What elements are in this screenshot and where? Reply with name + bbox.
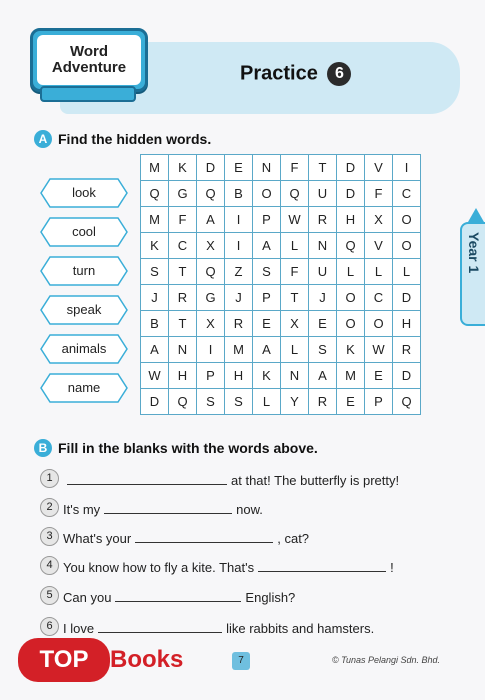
item-number: 3 <box>40 527 59 546</box>
grid-cell: D <box>337 155 365 181</box>
fill-in-item <box>40 498 263 517</box>
grid-cell: R <box>309 389 337 415</box>
fill-in-item <box>40 527 309 546</box>
grid-cell: G <box>197 285 225 311</box>
grid-row <box>141 233 421 259</box>
grid-cell: D <box>393 363 421 389</box>
grid-cell: A <box>141 337 169 363</box>
grid-cell: X <box>365 207 393 233</box>
grid-cell: H <box>337 207 365 233</box>
grid-cell: X <box>281 311 309 337</box>
grid-cell: I <box>225 207 253 233</box>
answer-blank[interactable] <box>115 600 241 602</box>
grid-row <box>141 207 421 233</box>
grid-cell: E <box>309 311 337 337</box>
grid-cell: R <box>169 285 197 311</box>
grid-cell: S <box>197 389 225 415</box>
grid-cell: T <box>169 311 197 337</box>
grid-cell: Q <box>141 181 169 207</box>
grid-cell: F <box>365 181 393 207</box>
grid-cell: O <box>393 233 421 259</box>
badge-stand <box>40 86 136 102</box>
grid-cell: N <box>169 337 197 363</box>
grid-cell: K <box>337 337 365 363</box>
section-a-heading <box>34 130 211 148</box>
word-pill <box>40 256 128 286</box>
grid-cell: I <box>393 155 421 181</box>
grid-cell: C <box>365 285 393 311</box>
grid-cell: A <box>253 233 281 259</box>
grid-cell: S <box>253 259 281 285</box>
item-text-after: now. <box>236 502 263 517</box>
grid-cell: S <box>225 389 253 415</box>
grid-cell: Q <box>281 181 309 207</box>
grid-cell: X <box>197 233 225 259</box>
grid-cell: N <box>281 363 309 389</box>
word-pill-label: look <box>72 185 96 200</box>
grid-cell: A <box>309 363 337 389</box>
item-text-after: English? <box>245 590 296 605</box>
item-text-before: I love <box>63 621 95 636</box>
grid-cell: S <box>141 259 169 285</box>
grid-cell: V <box>365 233 393 259</box>
practice-number: 6 <box>327 62 351 86</box>
grid-cell: H <box>393 311 421 337</box>
grid-cell: T <box>281 285 309 311</box>
grid-cell: V <box>365 155 393 181</box>
item-text-after: ! <box>390 560 394 575</box>
grid-cell: L <box>253 389 281 415</box>
grid-row <box>141 259 421 285</box>
grid-cell: F <box>281 259 309 285</box>
answer-blank[interactable] <box>67 483 227 485</box>
grid-cell: O <box>393 207 421 233</box>
page-title <box>240 62 351 86</box>
grid-cell: P <box>365 389 393 415</box>
copyright-text: © Tunas Pelangi Sdn. Bhd. <box>332 655 441 665</box>
grid-cell: J <box>141 285 169 311</box>
grid-cell: C <box>169 233 197 259</box>
word-adventure-badge <box>30 28 148 92</box>
item-number: 2 <box>40 498 59 517</box>
grid-cell: O <box>337 285 365 311</box>
badge-line1: Word <box>69 43 109 60</box>
word-search-grid <box>140 154 421 415</box>
answer-blank[interactable] <box>104 512 232 514</box>
grid-cell: B <box>225 181 253 207</box>
grid-cell: Z <box>225 259 253 285</box>
grid-cell: N <box>253 155 281 181</box>
grid-cell: F <box>169 207 197 233</box>
grid-cell: E <box>225 155 253 181</box>
grid-cell: T <box>309 155 337 181</box>
grid-cell: Y <box>281 389 309 415</box>
word-pill <box>40 178 128 208</box>
grid-cell: W <box>365 337 393 363</box>
grid-cell: I <box>197 337 225 363</box>
fill-in-item <box>40 556 394 575</box>
item-text-before: What's your <box>63 531 132 546</box>
grid-cell: A <box>197 207 225 233</box>
grid-cell: H <box>225 363 253 389</box>
year-tab <box>460 222 485 326</box>
grid-cell: H <box>169 363 197 389</box>
item-text-after: like rabbits and hamsters. <box>226 621 375 636</box>
fill-in-item <box>40 469 399 488</box>
item-number: 4 <box>40 556 59 575</box>
grid-cell: P <box>197 363 225 389</box>
grid-cell: N <box>309 233 337 259</box>
word-pill-label: name <box>67 380 101 395</box>
answer-blank[interactable] <box>258 570 386 572</box>
word-pill-label: cool <box>72 224 96 239</box>
grid-cell: Q <box>337 233 365 259</box>
grid-cell: E <box>253 311 281 337</box>
year-tab-label: Year 1 <box>466 232 482 274</box>
grid-cell: W <box>141 363 169 389</box>
grid-cell: Q <box>393 389 421 415</box>
grid-cell: J <box>225 285 253 311</box>
grid-cell: D <box>197 155 225 181</box>
section-b-instruction: Fill in the blanks with the words above. <box>58 440 318 456</box>
grid-cell: L <box>393 259 421 285</box>
grid-cell: D <box>337 181 365 207</box>
word-pill-label: speak <box>66 302 102 317</box>
grid-cell: Q <box>169 389 197 415</box>
badge-line2: Adventure <box>51 59 127 76</box>
section-a-instruction: Find the hidden words. <box>58 131 212 147</box>
grid-cell: L <box>281 337 309 363</box>
grid-cell: O <box>337 311 365 337</box>
pencil-tip-icon <box>468 208 484 222</box>
grid-cell: M <box>141 207 169 233</box>
word-pill <box>40 295 128 325</box>
title-text: Practice <box>240 62 318 85</box>
word-pill-label: animals <box>61 341 107 356</box>
item-text-before: It's my <box>63 502 101 517</box>
grid-cell: P <box>253 207 281 233</box>
grid-cell: U <box>309 181 337 207</box>
grid-cell: B <box>141 311 169 337</box>
logo-top-text: TOP <box>18 638 110 682</box>
grid-cell: K <box>253 363 281 389</box>
logo-books-text: Books <box>110 646 184 673</box>
grid-cell: E <box>337 389 365 415</box>
grid-cell: K <box>141 233 169 259</box>
grid-cell: L <box>281 233 309 259</box>
grid-cell: G <box>169 181 197 207</box>
word-pill <box>40 373 128 403</box>
word-pill <box>40 334 128 364</box>
item-text-after: , cat? <box>277 531 310 546</box>
grid-row <box>141 389 421 415</box>
grid-cell: R <box>309 207 337 233</box>
grid-cell: M <box>225 337 253 363</box>
grid-cell: U <box>309 259 337 285</box>
grid-cell: L <box>365 259 393 285</box>
grid-row <box>141 337 421 363</box>
grid-cell: C <box>393 181 421 207</box>
answer-blank[interactable] <box>135 541 273 543</box>
grid-row <box>141 285 421 311</box>
grid-row <box>141 311 421 337</box>
grid-row <box>141 363 421 389</box>
item-number: 1 <box>40 469 59 488</box>
grid-cell: F <box>281 155 309 181</box>
grid-cell: Q <box>197 181 225 207</box>
grid-cell: Q <box>197 259 225 285</box>
topbooks-logo <box>18 632 188 688</box>
grid-cell: M <box>141 155 169 181</box>
grid-cell: X <box>197 311 225 337</box>
item-text-before: You know how to fly a kite. That's <box>63 560 255 575</box>
grid-cell: D <box>393 285 421 311</box>
grid-cell: O <box>253 181 281 207</box>
section-b-letter: B <box>34 439 52 457</box>
grid-cell: L <box>337 259 365 285</box>
fill-in-item <box>40 586 295 605</box>
grid-cell: I <box>225 233 253 259</box>
item-number: 5 <box>40 586 59 605</box>
grid-cell: O <box>365 311 393 337</box>
item-text-after: at that! The butterfly is pretty! <box>231 473 400 488</box>
grid-row <box>141 181 421 207</box>
grid-cell: A <box>253 337 281 363</box>
grid-cell: W <box>281 207 309 233</box>
grid-cell: J <box>309 285 337 311</box>
grid-row <box>141 155 421 181</box>
page-number: 7 <box>232 652 250 670</box>
grid-cell: M <box>337 363 365 389</box>
word-pill <box>40 217 128 247</box>
grid-cell: E <box>365 363 393 389</box>
item-text-before: Can you <box>63 590 112 605</box>
grid-cell: T <box>169 259 197 285</box>
section-b-heading <box>34 439 318 457</box>
grid-cell: R <box>225 311 253 337</box>
section-a-letter: A <box>34 130 52 148</box>
item-number: 6 <box>40 617 59 636</box>
grid-cell: P <box>253 285 281 311</box>
grid-cell: K <box>169 155 197 181</box>
grid-cell: D <box>141 389 169 415</box>
grid-cell: S <box>309 337 337 363</box>
grid-cell: R <box>393 337 421 363</box>
word-pill-label: turn <box>72 263 96 278</box>
